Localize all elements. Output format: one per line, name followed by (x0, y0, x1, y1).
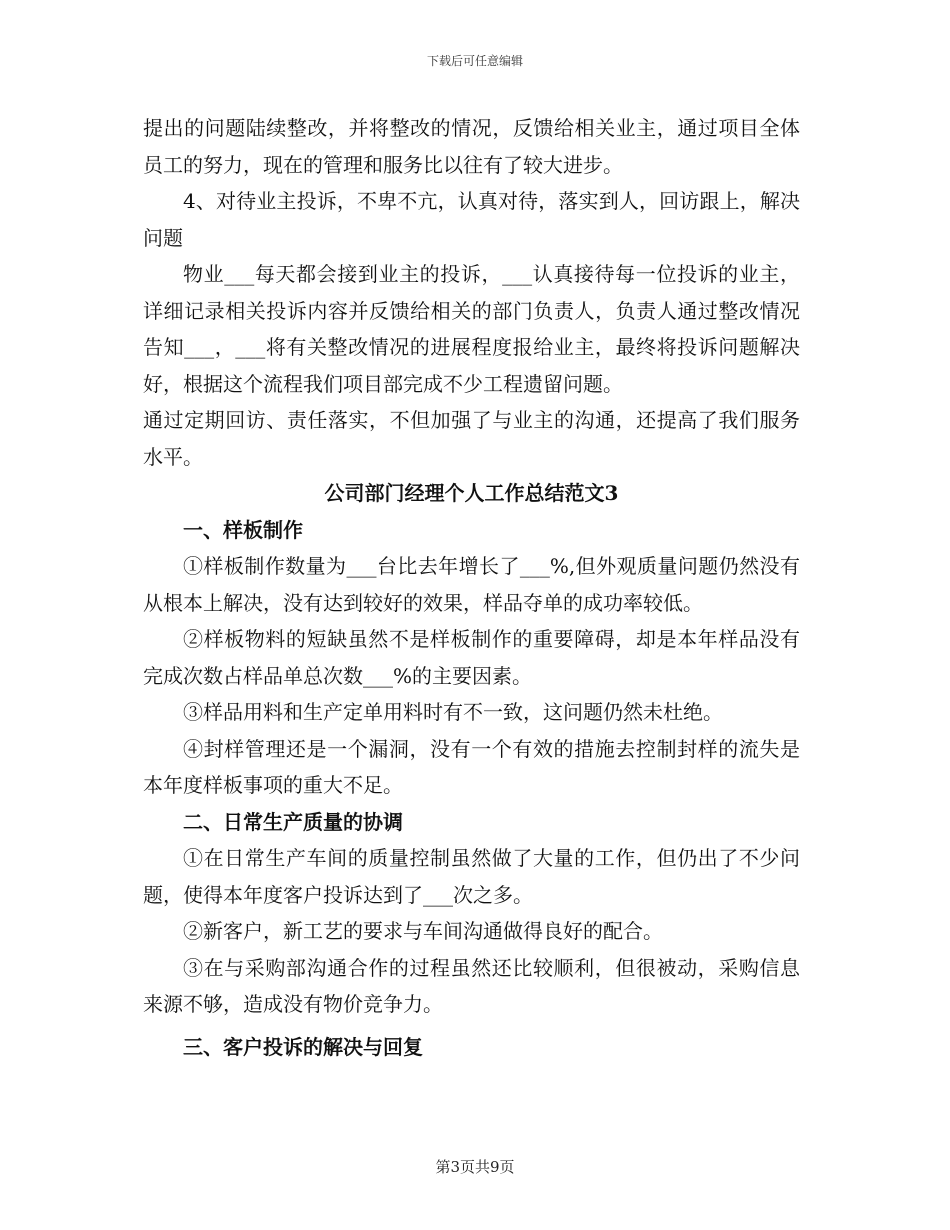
heading-production-quality: 二、日常生产质量的协调 (183, 809, 403, 834)
heading-sample-making: 一、样板制作 (183, 517, 303, 542)
paragraph-quality-1: ①在日常生产车间的质量控制虽然做了大量的工作，但仍出了不少问题，使得本年度客户投诉达到了___次之多。 (143, 846, 800, 907)
paragraph-quality-3: ③在与采购部沟通合作的过程虽然还比较顺利，但很被动，采购信息来源不够，造成没有物价竞争力。 (143, 955, 800, 1016)
paragraph-quality-2: ②新客户，新工艺的要求与车间沟通做得良好的配合。 (183, 919, 663, 943)
paragraph-sample-2: ②样板物料的短缺虽然不是样板制作的重要障碍，却是本年样品没有完成次数占样品单总次数___%的主要因素。 (143, 627, 800, 688)
paragraph-sample-1: ①样板制作数量为___台比去年增长了___%,但外观质量问题仍然没有从根本上解决，没有达到较好的效果，样品夺单的成功率较低。 (143, 554, 800, 615)
page-number: 第3页共9页 (435, 1158, 515, 1176)
heading-customer-complaints: 三、客户投诉的解决与回复 (183, 1034, 423, 1059)
paragraph-continued: 提出的问题陆续整改，并将整改的情况，反馈给相关业主，通过项目全体员工的努力，现在的管理和服务比以往有了较大进步。 (143, 116, 800, 177)
page-header-note: 下载后可任意编辑 (426, 54, 523, 68)
paragraph-item-4: 4、对待业主投诉，不卑不亢，认真对待，落实到人，回访跟上，解决问题 (143, 189, 800, 250)
paragraph-followup: 通过定期回访、责任落实，不但加强了与业主的沟通，还提高了我们服务水平。 (143, 408, 800, 469)
paragraph-sample-4: ④封样管理还是一个漏洞，没有一个有效的措施去控制封样的流失是本年度样板事项的重大不足。 (143, 736, 800, 797)
paragraph-complaint-process: 物业___每天都会接到业主的投诉，___认真接待每一位投诉的业主，详细记录相关投诉内容并反馈给相关的部门负责人，负责人通过整改情况告知___，___将有关整改情况的进展程度报给业主，最终将投诉问题解决好，根据这个流程我们项目部完成不少工程遗留问题。 (143, 262, 800, 396)
paragraph-sample-3: ③样品用料和生产定单用料时有不一致，这问题仍然未杜绝。 (183, 700, 723, 724)
section-title: 公司部门经理个人工作总结范文3 (324, 481, 619, 505)
document-body (143, 110, 800, 1065)
